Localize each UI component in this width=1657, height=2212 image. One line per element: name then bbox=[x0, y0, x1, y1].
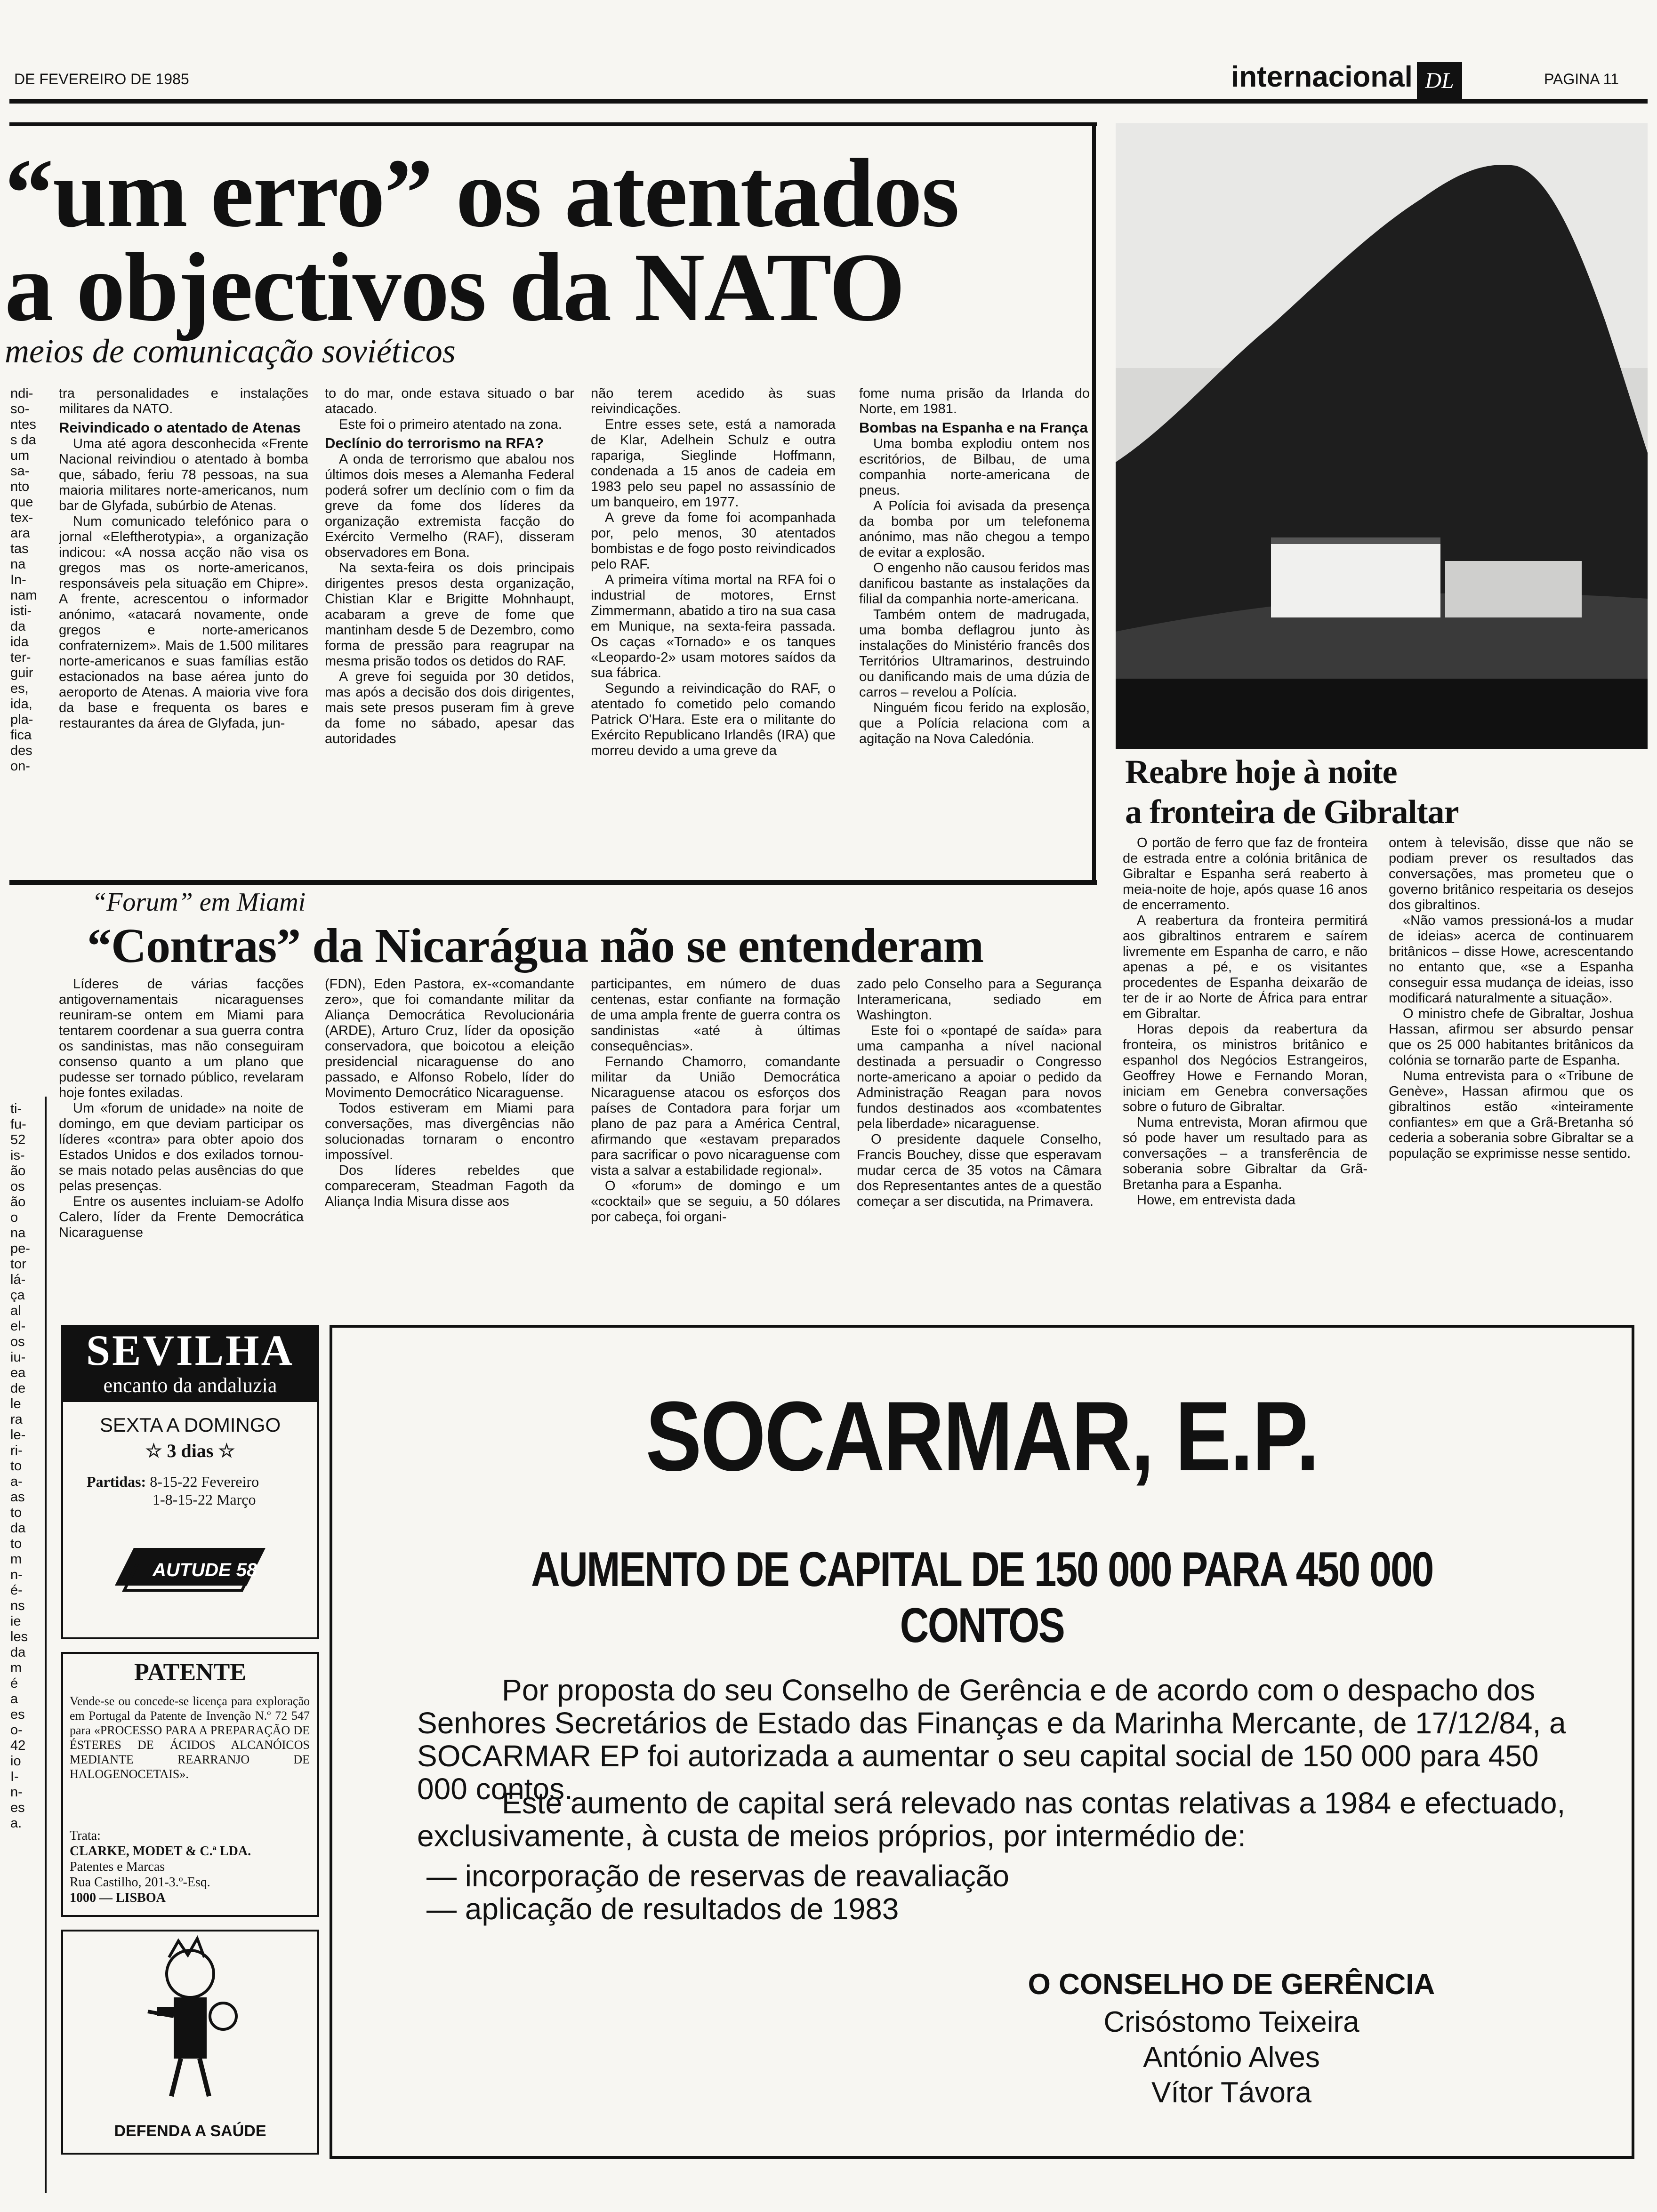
sevilha-duration: ☆ 3 dias ☆ bbox=[145, 1440, 235, 1461]
rock-illustration bbox=[1116, 123, 1648, 749]
nato-headline-1: “um erro” os atentados bbox=[5, 139, 959, 247]
socarmar-signature-title: O CONSELHO DE GERÊNCIA bbox=[1028, 1968, 1435, 2001]
contras-headline: “Contras” da Nicarágua não se entenderam bbox=[87, 919, 984, 973]
nato-subhead-athens: Reivindicado o atentado de Atenas bbox=[59, 419, 301, 436]
nato-headline-2: a objectivos da NATO bbox=[5, 233, 905, 341]
masthead-section: internacional bbox=[1231, 61, 1413, 93]
autude-logo bbox=[105, 1534, 275, 1604]
nato-kicker: meios de comunicação soviéticos bbox=[5, 332, 456, 370]
socarmar-sig-1: Crisóstomo Teixeira bbox=[1103, 2006, 1359, 2038]
sevilha-subtitle: encanto da andaluzia bbox=[103, 1374, 277, 1397]
patente-body: Vende-se ou concede-se licença para exploração em Portugal da Patente de Invenção N.º 72 547 para «PROCESSO PARA A PREPARAÇÃO DE ÉSTERES DE ÁCIDOS ALCANÓICOS MEDIANTE REARRANJO DE HALOGENOCETAIS». bbox=[70, 1694, 310, 1781]
socarmar-item2: — aplicação de resultados de 1983 bbox=[426, 1892, 899, 1926]
socarmar-para1: Por proposta do seu Conselho de Gerência e de acordo com o despacho dos Senhores Secretários de Estado das Finanças e da Marinha Mercante, de 17/12/84, a SOCARMAR EP foi autorizada a aumentar o seu capital social de 150 000 para 450 000 contos. bbox=[417, 1673, 1566, 1806]
saude-ad bbox=[61, 1930, 319, 2155]
gibraltar-headline-2: a fronteira de Gibraltar bbox=[1125, 793, 1459, 831]
sevilha-title: SEVILHA bbox=[86, 1326, 295, 1374]
socarmar-title: SOCARMAR, E.P. bbox=[645, 1381, 1319, 1491]
sevilha-ad bbox=[61, 1325, 319, 1639]
contras-left-rule bbox=[45, 1097, 47, 2193]
nato-col-3: não terem acedido às suas reivindicações. Entre esses sete, está a namorada de Klar, Adelhein Schulz e outra rapariga, Sieglinde Hoffmann, condenada a 15 anos de cadeia em 1983 pelo seu papel no assassínio de um banqueiro, em 1977. A greve da fome foi acompanhada por, pelo menos, 30 atentados bombistas e de fogo posto reivindicados pelo RAF. A primeira vítima mortal na RFA foi o industrial de motores, Ernst Zimmermann, abatido a tiro na sua casa em Munique, na sexta-feira passada. Os caças «Tornado» e os tanques «Leopardo-2» usam motores saídos da sua fábrica. Segundo a reivindicação do RAF, o atentado fo cometido pelo comando Patrick O'Hara. Este era o militante do Exército Republicano Irlandês (IRA) que morreu devido a uma greve da bbox=[591, 386, 836, 758]
sevilha-days: SEXTA A DOMINGO bbox=[99, 1414, 281, 1436]
patente-ad bbox=[61, 1652, 319, 1917]
socarmar-item1: — incorporação de reservas de reavaliação bbox=[426, 1859, 1009, 1893]
nato-col-4: fome numa prisão da Irlanda do Norte, em 1981. Bombas na Espanha e na França Uma bomba explodiu ontem nos escritórios, de Bilbau, de uma companhia norte-americana de pneus. A Polícia foi avisada da presença da bomba por um telefonema anónimo, mas não chegou a tempo de evitar a explosão. O engenho não causou feridos mas danificou bastante as instalações da filial da companhia norte-americana. Também ontem de madrugada, uma bomba deflagrou junto às instalações do Ministério francês dos Territórios Ultramarinos, destruindo ou danificando mais de uma dúzia de carros – revelou a Polícia. Ninguém ficou ferido na explosão, que a Polícia relaciona com a agitação na Nova Caledónia. bbox=[859, 386, 1090, 746]
gibraltar-col-1: O portão de ferro que faz de fronteira de estrada entre a colónia britânica de Gibraltar e Espanha será reaberto à meia-noite de hoje, após quase 16 anos de encerramento. A reabertura da fronteira permitirá aos gibraltinos entrarem e saírem livremente em Espanha de carro, e não apenas a pé, e os visitantes procedentes de Espanha deixarão de ter de ir ao Norte de África para entrar em Gibraltar. Horas depois da reabertura da fronteira, os ministros britânico e espanhol dos Negócios Estrangeiros, Geoffrey Howe e Fernando Moran, iniciam em Genebra conversações sobre o futuro de Gibraltar. Numa entrevista, Moran afirmou que só pode haver um resultado para as conversações – a transferência de soberania sobre Gibraltar da Grã-Bretanha para a Espanha. Howe, em entrevista dada bbox=[1123, 835, 1367, 1208]
socarmar-ad bbox=[330, 1325, 1634, 2159]
contras-col-3: participantes, em número de duas centenas, estar confiante na formação de uma ampla frente de guerra contra os sandinistas «até à últimas consequências». Fernando Chamorro, comandante militar da União Democrática Nicaraguense atacou os esforços dos países de Contadora para forjar um plano de paz para a América Central, afirmando que «estavam preparados para sacrificar o povo nicaraguense com vista a salvar a estabilidade regional». O «forum» de domingo e um «cocktail» que se seguiu, a 50 dólares por cabeça, foi organi- bbox=[591, 977, 840, 1225]
masthead-logo bbox=[1417, 62, 1462, 100]
socarmar-subtitle: AUMENTO DE CAPITAL DE 150 000 PARA 450 000 CONTOS bbox=[531, 1542, 1433, 1653]
patente-title: PATENTE bbox=[134, 1659, 246, 1686]
sevilha-title-bar bbox=[63, 1327, 317, 1402]
nato-subhead-rfa: Declínio do terrorismo na RFA? bbox=[325, 435, 544, 451]
socarmar-sig-3: Vítor Távora bbox=[1151, 2076, 1311, 2109]
nato-subhead-spain: Bombas na Espanha e na França bbox=[859, 419, 1088, 436]
saude-caption: DEFENDA A SAÚDE bbox=[114, 2122, 266, 2140]
contras-kicker: “Forum” em Miami bbox=[92, 888, 306, 917]
autude-logo-text: AUTUDE 58 bbox=[153, 1560, 257, 1580]
gibraltar-headline-1: Reabre hoje à noite bbox=[1125, 753, 1397, 791]
masthead-rule bbox=[9, 99, 1648, 104]
contras-col-4: zado pelo Conselho para a Segurança Interamericana, sediado em Washington. Este foi o «pontapé de saída» para uma campanha a nível nacional destinada a persuadir o Congresso norte-americano a apoiar o pedido da Administração Reagan para novos fundos destinados aos «combatentes pela liberdade» nicaraguense. O presidente daquele Conselho, Francis Bouchey, disse que esperavam mudar cerca de 35 votos na Câmara dos Representantes antes de a questão começar a ser discutida, na Primavera. bbox=[857, 977, 1102, 1209]
masthead-date: DE FEVEREIRO DE 1985 bbox=[14, 71, 189, 88]
patente-contact: Trata: CLARKE, MODET & C.ª LDA. Patentes e Marcas Rua Castilho, 201-3.º-Esq. 1000 — LISBOA bbox=[70, 1828, 251, 1905]
contras-col-2: (FDN), Eden Pastora, ex-«comandante zero», que foi comandante militar da Aliança Democrática Revolucionária (ARDE), Arturo Cruz, líder da oposição conservadora, que boicotou a eleição presidencial nicaraguense do ano passado, e Alfonso Robelo, líder do Movimento Democrático Nicaraguense. Todos estiveram em Miami para conversações, mas divergências não solucionadas tornaram o encontro impossível. Dos líderes rebeldes que compareceram, Steadman Fagoth da Aliança India Misura disse aos bbox=[325, 977, 574, 1209]
socarmar-sig-2: António Alves bbox=[1143, 2041, 1320, 2074]
nato-bottom-rule bbox=[9, 880, 1097, 885]
nato-top-rule bbox=[9, 122, 1097, 126]
sevilha-departures: Partidas: 8-15-22 Fevereiro 1-8-15-22 Março bbox=[87, 1473, 259, 1508]
nato-col-2: to do mar, onde estava situado o bar atacado. Este foi o primeiro atentado na zona. Declínio do terrorismo na RFA? A onda de terrorismo que abalou nos últimos dois meses a Alemanha Federal poderá sofrer um declínio com o fim da greve da fome dos líderes da organização extremista facção do Exército Vermelho (RAF), disseram observadores em Bona. Na sexta-feira os dois principais dirigentes presos desta organização, Chistian Klar e Brigitte Mohnhaupt, acabaram a greve de fome que mantinham desde 5 de Dezembro, como forma de pressão para reagrupar na mesma prisão todos os detidos do RAF. A greve foi seguida por 30 detidos, mas após a decisão dos dois dirigentes, mais sete presos puseram fim à greve da fome no sábado, apesar das autoridades bbox=[325, 386, 574, 746]
nato-col-1: tra personalidades e instalações militares da NATO. Reivindicado o atentado de Atenas Uma até agora desconhecida «Frente Nacional reivindiou o atentado à bomba que, sábado, feriu 78 pessoas, na sua maioria militares norte-americanos, num bar de Glyfada, subúrbio de Atenas. Num comunicado telefónico para o jornal «Eleftherotypia», a organização indicou: «A nossa acção não visa os gregos mas os norte-americanos, responsáveis pela situação em Chipre». A frente, acrescentou o informador anónimo, «atacará novamente, onde gregos e norte-americanos confraternizem». Mais de 1.500 militares norte-americanos e suas famílias estão estacionados na base aérea junto do aeroporto de Atenas. A maioria vive fora da base e frequenta os bares e restaurantes da área de Glyfada, jun- bbox=[59, 386, 308, 731]
mascot-illustration bbox=[63, 1931, 317, 2115]
contras-col-1: Líderes de várias facções antigovernamentais nicaraguenses reuniram-se ontem em Miami para tentarem coordenar a sua guerra contra os sandinistas, mas não conseguiram consenso quanto a um plano que pudesse ser tornado público, revelaram hoje fontes exiladas. Um «forum de unidade» na noite de domingo, em que deviam participar os líderes «contra» para obter apoio dos Estados Unidos e dos exilados tornou-se mais notado pelas ausências do que pelas presenças. Entre os ausentes incluiam-se Adolfo Calero, líder da Frente Democrática Nicaraguense bbox=[59, 977, 304, 1240]
gibraltar-col-2: ontem à televisão, disse que não se podiam prever os resultados das conversações, mas prometeu que o governo britânico respeitaria os desejos dos gibraltinos. «Não vamos pressioná-los a mudar de ideias» acerca de continuarem britânicos – disse Howe, acrescentando no entanto que, «se a Espanha conseguir essa mudança de ideias, isso modificará naturalmente a situação». O ministro chefe de Gibraltar, Joshua Hassan, afirmou ser absurdo pensar que os 25 000 habitantes britânicos da colónia se tornarão parte de Espanha. Numa entrevista para o «Tribune de Genève», Hassan afirmou que os gibraltinos estão «inteiramente confiantes» em que a Grã-Bretanha só cederia a soberania sobre Gibraltar se a população se exprimisse nesse sentido. bbox=[1389, 835, 1633, 1161]
logo-letter: DL bbox=[1425, 68, 1454, 93]
socarmar-para2: Este aumento de capital será relevado nas contas relativas a 1984 e efectuado, exclusivamente, à custa de meios próprios, por intermédio de: bbox=[417, 1786, 1566, 1853]
nato-left-fragments: ndi- so- ntes s da um sa- nto que tex- ara tas na In- nam isti- da ida ter- guir es, ida, pla- fica des on- bbox=[10, 386, 37, 774]
gibraltar-rock-photo bbox=[1116, 123, 1648, 749]
contras-left-fragments: ti- fu- 52 is- ão os ão o na pe- tor lá- ça al el- os iu- ea de le ra le- ri- to a- as to da to m n- é- ns ie les da m é a es o- 42 io I- n- es a. bbox=[10, 1101, 30, 1831]
nato-right-rule bbox=[1092, 122, 1096, 885]
masthead-page: PAGINA 11 bbox=[1544, 71, 1619, 88]
